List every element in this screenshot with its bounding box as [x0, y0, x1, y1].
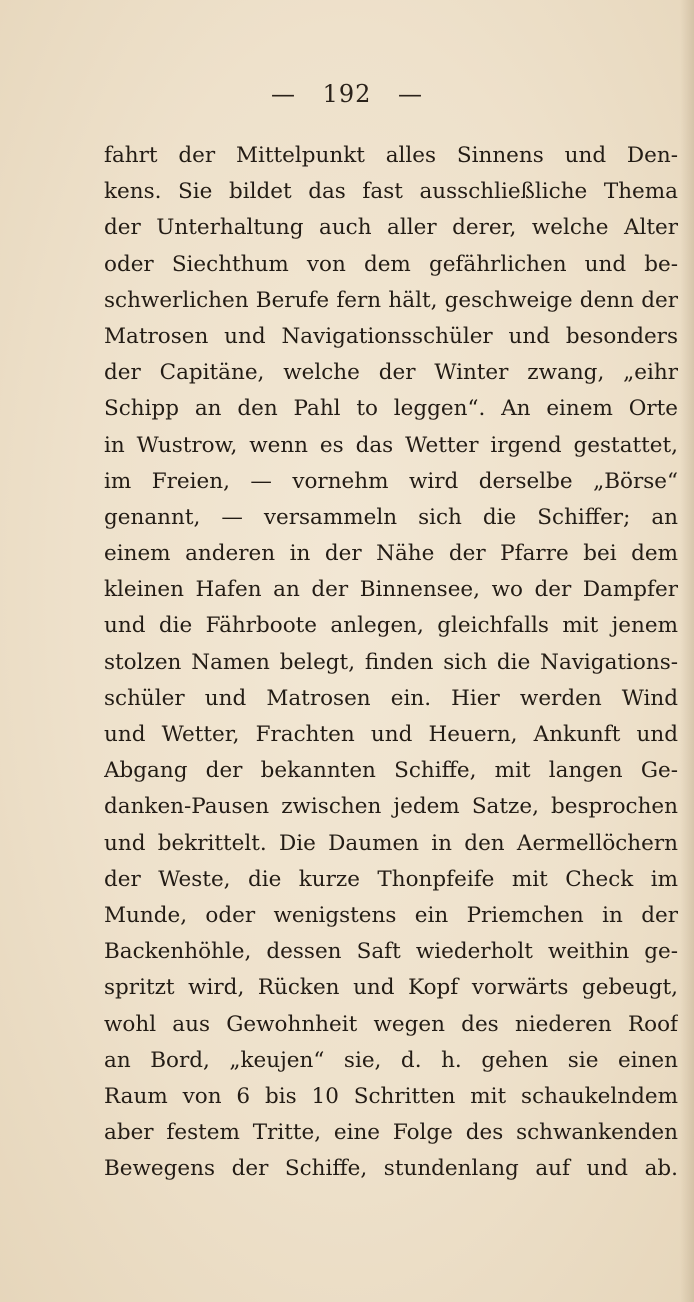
text-line: Munde, oder wenigstens ein Priemchen in der [104, 902, 678, 928]
text-line: spritzt wird, Rücken und Kopf vorwärts gebeugt, [104, 975, 678, 1001]
text-line: der Weste, die kurze Thonpfeife mit Check im [104, 866, 678, 892]
text-line: einem anderen in der Nähe der Pfarre bei dem [104, 541, 678, 567]
text-line: danken-Pausen zwischen jedem Satze, besprochen [104, 794, 678, 820]
page-number: 192 [322, 80, 372, 108]
header-dash-right: — [398, 80, 424, 108]
text-line: wohl aus Gewohnheit wegen des niederen Roof [104, 1011, 678, 1037]
text-line: kleinen Hafen an der Binnensee, wo der Dampfer [104, 577, 678, 603]
text-line: an Bord, „keujen“ sie, d. h. gehen sie einen [104, 1047, 678, 1073]
text-line: und die Fährboote anlegen, gleichfalls mit jenem [104, 613, 678, 639]
text-line: und Wetter, Frachten und Heuern, Ankunft und [104, 722, 678, 747]
text-line: oder Siechthum von dem gefährlichen und be- [104, 251, 678, 277]
text-line: in Wustrow, wenn es das Wetter irgend gestattet, [104, 432, 678, 458]
text-line: aber festem Tritte, eine Folge des schwankenden [104, 1120, 678, 1146]
text-line: im Freien, — vornehm wird derselbe „Börse“ [104, 468, 678, 494]
text-line: schüler und Matrosen ein. Hier werden Wind [104, 685, 678, 711]
text-line: Matrosen und Navigationsschüler und besonders [104, 323, 678, 349]
text-line: fahrt der Mittelpunkt alles Sinnens und Den- [104, 143, 678, 168]
body-text [104, 138, 678, 1187]
text-line: Raum von 6 bis 10 Schritten mit schaukelndem [104, 1083, 678, 1109]
text-line: Bewegens der Schiffe, stundenlang auf und ab. [104, 1156, 678, 1182]
header-dash-left: — [270, 80, 296, 108]
page-header [0, 80, 694, 108]
text-line: genannt, — versammeln sich die Schiffer; an [104, 504, 678, 530]
text-line: der Capitäne, welche der Winter zwang, „eihr [104, 360, 678, 386]
text-line: schwerlichen Berufe fern hält, geschweige denn der [104, 287, 678, 313]
text-line: Backenhöhle, dessen Saft wiederholt weithin ge- [104, 939, 678, 965]
text-line: der Unterhaltung auch aller derer, welche Alter [104, 215, 678, 241]
text-line: Schipp an den Pahl to leggen“. An einem Orte [104, 396, 678, 422]
text-line: stolzen Namen belegt, finden sich die Navigations- [104, 649, 678, 675]
text-line: Abgang der bekannten Schiffe, mit langen Ge- [104, 758, 678, 784]
text-line: kens. Sie bildet das fast ausschließliche Thema [104, 179, 678, 205]
text-line: und bekrittelt. Die Daumen in den Aermellöchern [104, 830, 678, 856]
